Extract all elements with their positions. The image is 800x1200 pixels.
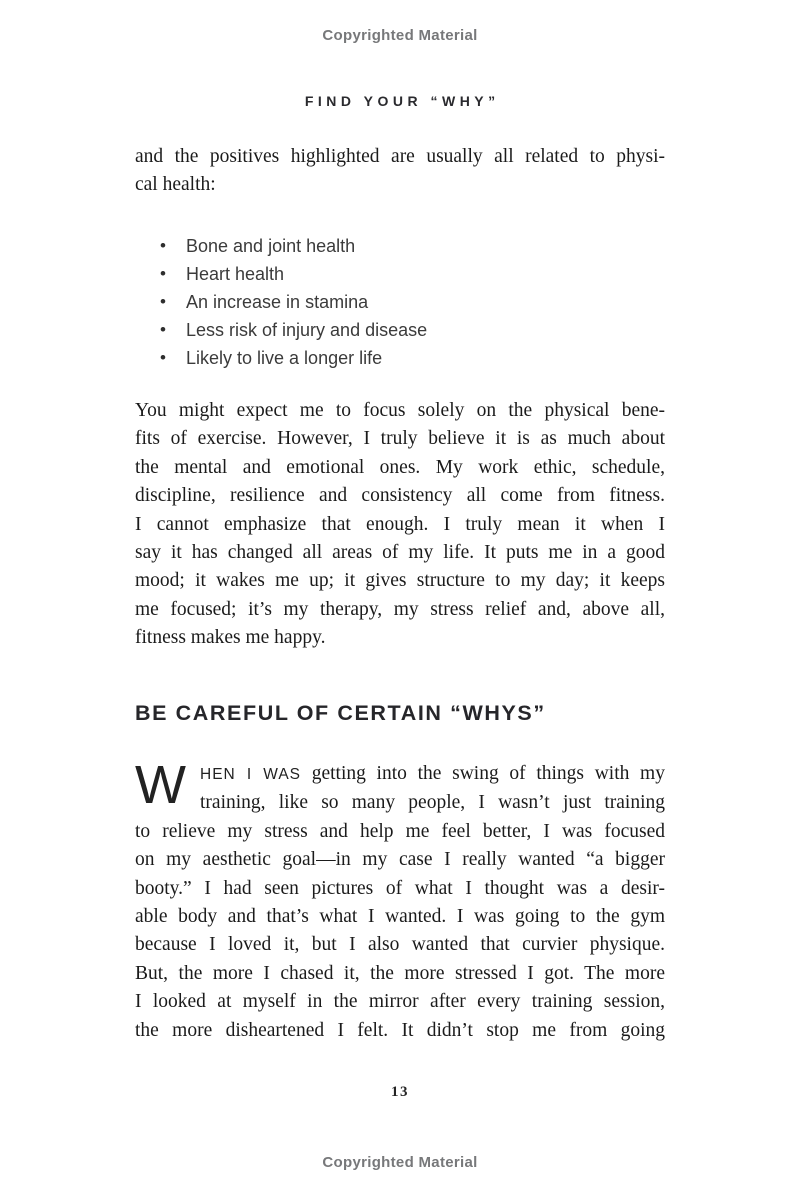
copyright-notice-top: Copyrighted Material xyxy=(322,27,478,44)
paragraph-line: But, the more I chased it, the more stressed I got. The more xyxy=(135,962,665,984)
intro-paragraph xyxy=(135,143,665,200)
running-head: FIND YOUR “WHY” xyxy=(304,93,500,109)
paragraph-line: fitness makes me happy. xyxy=(135,627,326,649)
paragraph-line: the more disheartened I felt. It didn’t stop me from going xyxy=(135,1019,665,1041)
paragraph-line: to relieve my stress and help me feel better, I was focused xyxy=(135,820,665,842)
paragraph-line: able body and that’s what I wanted. I was going to the gym xyxy=(135,906,665,928)
paragraph-line: because I loved it, but I also wanted that curvier physique. xyxy=(135,934,665,956)
page-number: 13 xyxy=(391,1084,409,1100)
body-paragraph xyxy=(135,397,665,653)
paragraph-line: mood; it wakes me up; it gives structure to my day; it keeps xyxy=(135,570,665,592)
paragraph-line: You might expect me to focus solely on the physical bene- xyxy=(135,400,665,421)
paragraph-line: say it has changed all areas of my life. It puts me in a good xyxy=(135,542,665,564)
drop-cap: W xyxy=(135,755,186,815)
list-item: • Less risk of injury and disease xyxy=(160,316,665,344)
paragraph-line: cal health: xyxy=(135,174,216,196)
section-heading: BE CAREFUL OF CERTAIN “WHYS” xyxy=(135,701,546,725)
list-item: • Bone and joint health xyxy=(160,232,665,260)
paragraph-line: the mental and emotional ones. My work ethic, schedule, xyxy=(135,456,665,478)
copyright-notice-bottom: Copyrighted Material xyxy=(322,1154,478,1171)
paragraph-line: me focused; it’s my therapy, my stress relief and, above all, xyxy=(135,598,665,620)
paragraph-line: training, like so many people, I wasn’t just training xyxy=(200,792,665,814)
paragraph-line: on my aesthetic goal—in my case I really wanted “a bigger xyxy=(135,849,665,871)
drop-cap-box xyxy=(135,755,200,817)
paragraph-line: I looked at myself in the mirror after every training session, xyxy=(135,991,665,1013)
first-line-text: getting into the swing of things with my xyxy=(301,763,665,784)
paragraph-line: booty.” I had seen pictures of what I thought was a desir- xyxy=(135,877,665,899)
lead-in-small-caps: HEN I WAS xyxy=(200,766,302,783)
paragraph-line: fits of exercise. However, I truly believe it is as much about xyxy=(135,428,665,450)
list-item: • Likely to live a longer life xyxy=(160,344,665,372)
paragraph-line: and the positives highlighted are usually all related to physi- xyxy=(135,146,665,167)
drop-paragraph-lines xyxy=(135,789,665,1045)
drop-paragraph xyxy=(135,755,665,1045)
paragraph-line: discipline, resilience and consistency all come from fitness. xyxy=(135,485,665,507)
paragraph-line: I cannot emphasize that enough. I truly mean it when I xyxy=(135,513,665,535)
list-item: • An increase in stamina xyxy=(160,288,665,316)
bullet-list xyxy=(135,232,665,372)
paragraph-line xyxy=(135,760,665,789)
list-item: • Heart health xyxy=(160,260,665,288)
